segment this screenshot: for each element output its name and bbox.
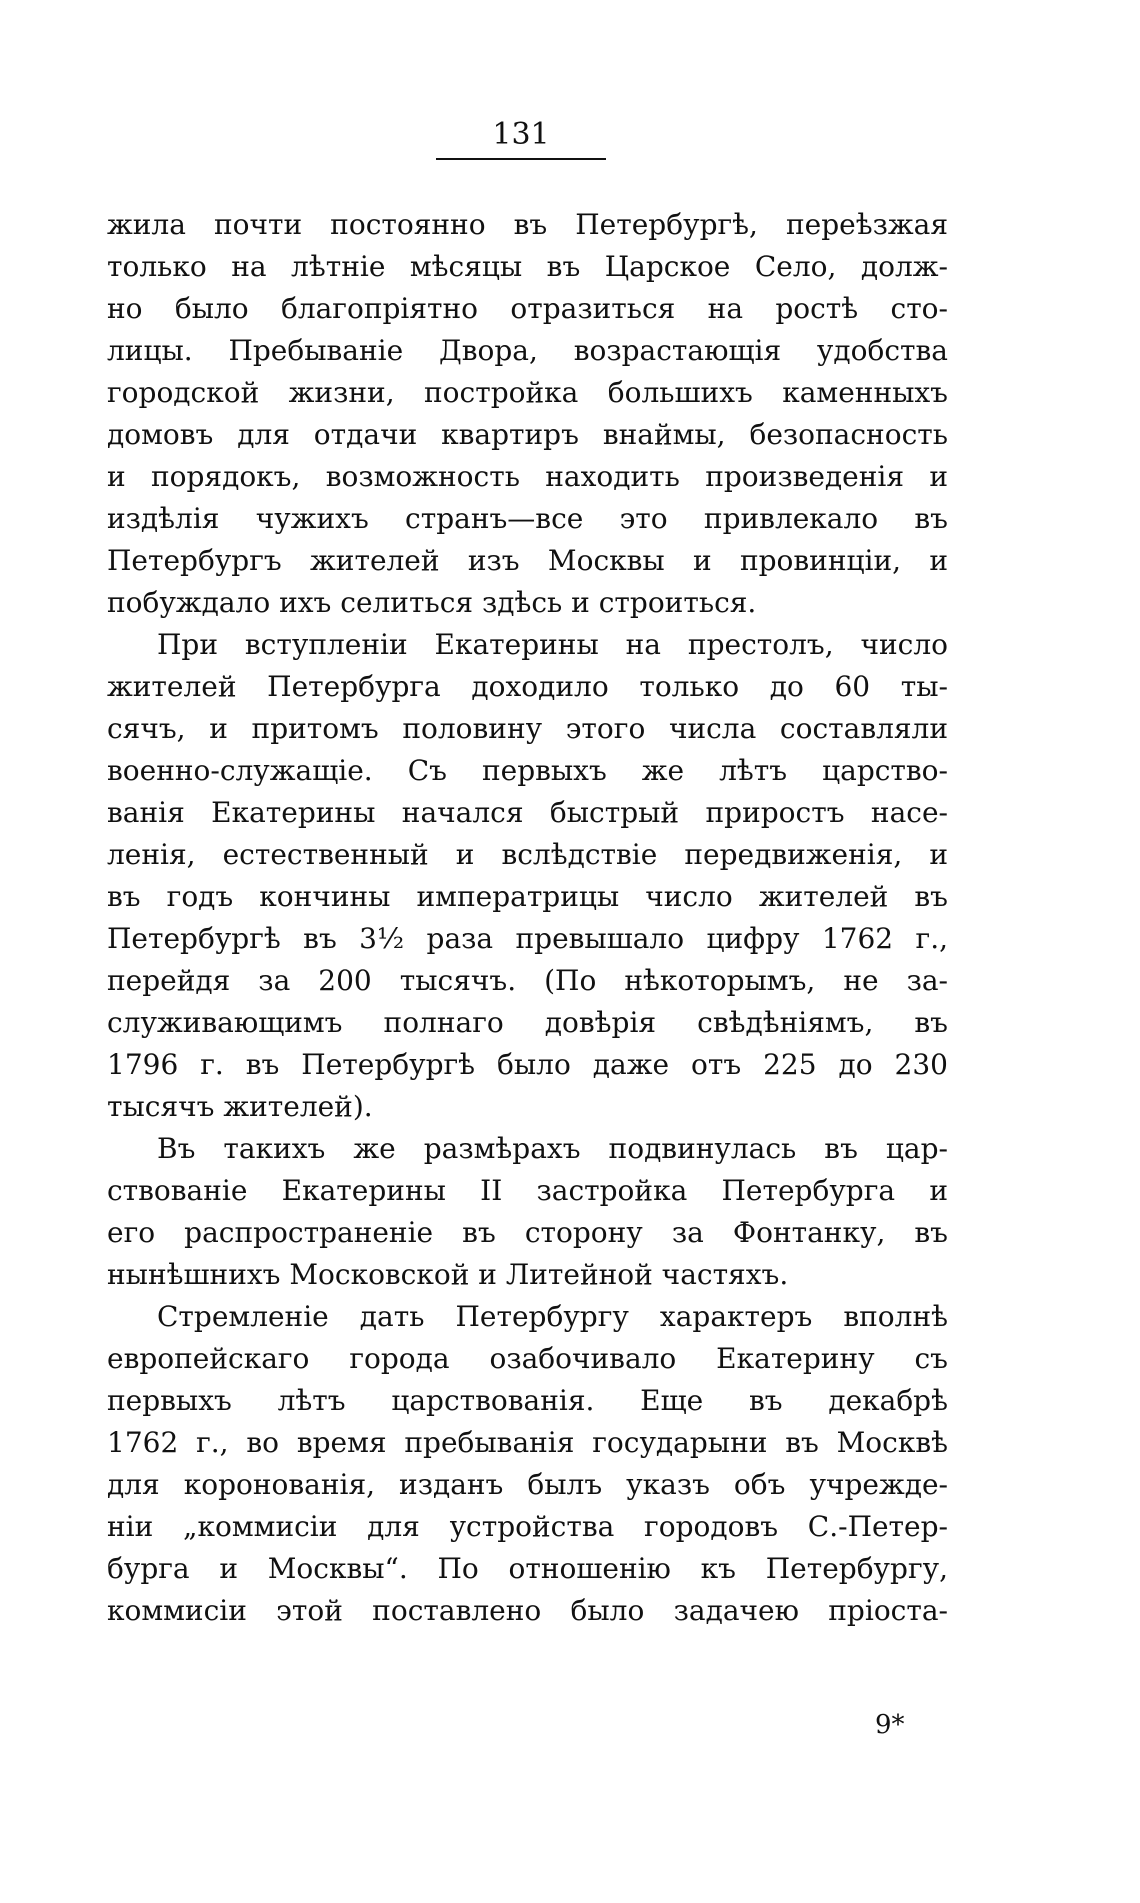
text-line: издѣлія чужихъ странъ—все это привлекало въ xyxy=(107,502,948,535)
text-line: домовъ для отдачи квартиръ внаймы, безопасность xyxy=(107,418,948,451)
text-line: жителей Петербурга доходило только до 60 ты- xyxy=(107,670,948,703)
text-line: Петербургъ жителей изъ Москвы и провинціи, и xyxy=(107,544,948,577)
text-line: перейдя за 200 тысячъ. (По нѣкоторымъ, не за- xyxy=(107,964,948,997)
text-line: военно-служащіе. Съ первыхъ же лѣтъ царство- xyxy=(107,754,948,787)
text-line: городской жизни, постройка большихъ каменныхъ xyxy=(107,376,948,409)
text-line: Въ такихъ же размѣрахъ подвинулась въ цар- xyxy=(157,1132,948,1165)
text-line: жила почти постоянно въ Петербургѣ, переѣзжая xyxy=(107,208,948,241)
text-line: побуждало ихъ селиться здѣсь и строиться. xyxy=(107,586,757,619)
text-line: европейскаго города озабочивало Екатерину съ xyxy=(107,1342,948,1375)
text-line: ванія Екатерины начался быстрый приростъ насе- xyxy=(107,796,948,829)
signature-mark: 9* xyxy=(875,1710,905,1740)
text-line: въ годъ кончины императрицы число жителей въ xyxy=(107,880,948,913)
text-line: лицы. Пребываніе Двора, возрастающія удобства xyxy=(107,334,948,367)
text-line: первыхъ лѣтъ царствованія. Еще въ декабрѣ xyxy=(107,1384,948,1417)
header-rule xyxy=(436,158,606,160)
text-line: 1796 г. въ Петербургѣ было даже отъ 225 до 230 xyxy=(107,1048,948,1081)
text-line: При вступленіи Екатерины на престолъ, число xyxy=(157,628,948,661)
text-line: коммисіи этой поставлено было задачею пріоста- xyxy=(107,1594,948,1627)
page-header xyxy=(436,118,606,160)
text-line: Стремленіе дать Петербургу характеръ вполнѣ xyxy=(157,1300,948,1333)
text-line: сячъ, и притомъ половину этого числа составляли xyxy=(107,712,948,745)
text-line: и порядокъ, возможность находить произведенія и xyxy=(107,460,948,493)
text-line: нынѣшнихъ Московской и Литейной частяхъ. xyxy=(107,1258,789,1291)
text-line: только на лѣтніе мѣсяцы въ Царское Село, долж- xyxy=(107,250,948,283)
text-line: бурга и Москвы“. По отношенію къ Петербургу, xyxy=(107,1552,948,1585)
text-line: ленія, естественный и вслѣдствіе передвиженія, и xyxy=(107,838,948,871)
page-number: 131 xyxy=(492,117,550,152)
text-line: его распространеніе въ сторону за Фонтанку, въ xyxy=(107,1216,948,1249)
body-text xyxy=(107,204,948,1632)
text-line: для коронованія, изданъ былъ указъ объ учрежде- xyxy=(107,1468,948,1501)
text-line: ніи „коммисіи для устройства городовъ С.-Петер- xyxy=(107,1510,948,1543)
text-line: служивающимъ полнаго довѣрія свѣдѣніямъ, въ xyxy=(107,1006,948,1039)
text-line: ствованіе Екатерины II застройка Петербурга и xyxy=(107,1174,948,1207)
text-line: Петербургѣ въ 3½ раза превышало цифру 1762 г., xyxy=(107,922,948,955)
text-line: но было благопріятно отразиться на ростѣ сто- xyxy=(107,292,948,325)
text-line: тысячъ жителей). xyxy=(107,1090,373,1123)
text-line: 1762 г., во время пребыванія государыни въ Москвѣ xyxy=(107,1426,948,1459)
